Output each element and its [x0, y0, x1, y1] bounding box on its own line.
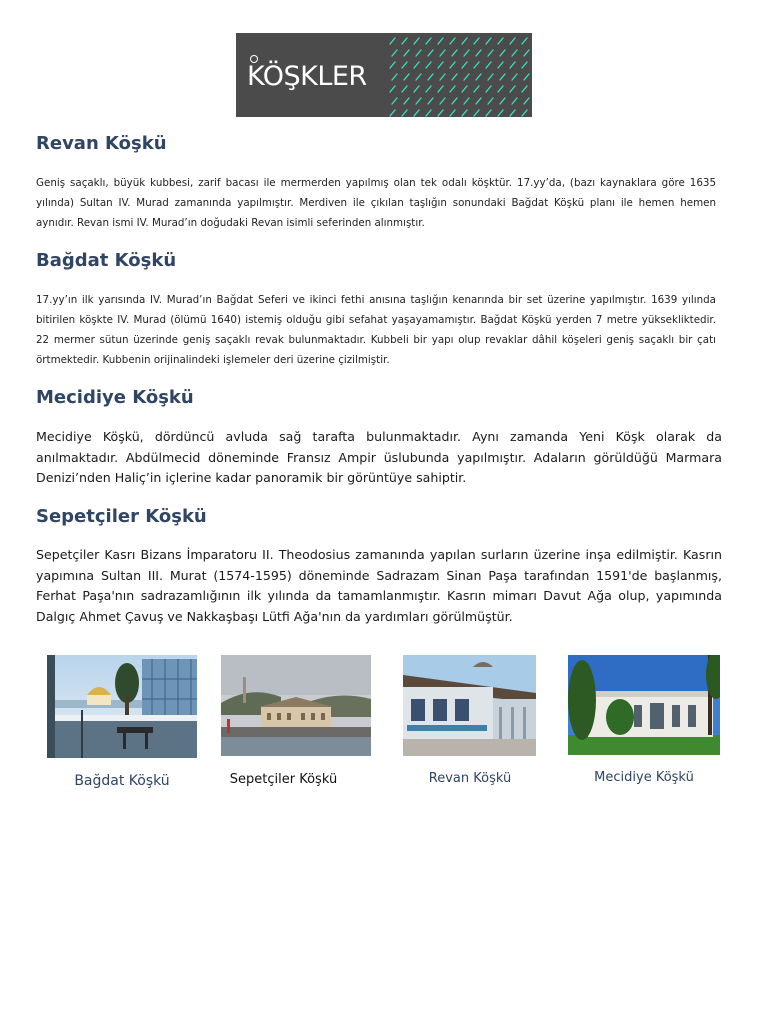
stripe-mark	[414, 86, 419, 92]
stripe-mark	[462, 38, 467, 44]
stripe-mark	[450, 62, 455, 68]
stripe-mark	[476, 74, 481, 80]
stripe-mark	[524, 98, 529, 104]
caption-mecidiye-kosku: Mecidiye Köşkü	[594, 770, 694, 785]
stripe-mark	[440, 74, 445, 80]
stripe-mark	[524, 50, 529, 56]
stripe-mark	[500, 98, 505, 104]
stripe-mark	[426, 86, 431, 92]
stripe-mark	[402, 38, 407, 44]
stripe-mark	[486, 38, 491, 44]
stripe-mark	[416, 74, 421, 80]
stripe-mark	[486, 110, 491, 116]
stripe-mark	[390, 62, 395, 68]
stripe-mark	[510, 38, 515, 44]
stripe-mark	[438, 38, 443, 44]
stripe-mark	[486, 86, 491, 92]
stripe-mark	[512, 50, 517, 56]
caption-sepetciler-kosku: Sepetçiler Köşkü	[229, 772, 338, 787]
stripe-mark	[462, 62, 467, 68]
stripe-mark	[462, 86, 467, 92]
stripe-mark	[462, 110, 467, 116]
stripe-mark	[404, 98, 409, 104]
stripe-mark	[414, 110, 419, 116]
stripe-mark	[428, 50, 433, 56]
heading-mecidiye: Mecidiye Köşkü	[36, 387, 194, 408]
stripe-mark	[392, 98, 397, 104]
stripe-mark	[500, 50, 505, 56]
stripe-mark	[392, 74, 397, 80]
photo-sepetciler-kosku	[221, 655, 371, 756]
stripe-mark	[512, 74, 517, 80]
stripe-mark	[488, 98, 493, 104]
banner-title: KÖŞKLER	[247, 61, 367, 92]
paragraph-sepetciler: Sepetçiler Kasrı Bizans İmparatoru II. Theodosius zamanında yapılan surların üzerine inşa edilmiştir. Kasrın yapımına Sultan III. Murat (1574-1595) döneminde Sadrazam Sinan Paşa tarafından 1591'de başlanmış, Ferhat Paşa'nın sadrazamlığının ilk yılında da tamamlanmıştır. Kasrın mimarı Davut Ağa olup, yapımında Dalgıç Ahmet Çavuş ve Nakkaşbaşı Lütfi Ağa'nın da yardımları görülmüştür.	[36, 547, 722, 624]
photo-bagdat-kosku	[47, 655, 197, 758]
stripe-mark	[510, 62, 515, 68]
stripe-mark	[498, 38, 503, 44]
diagonal-stripes-decoration	[386, 33, 532, 117]
stripe-mark	[450, 38, 455, 44]
stripe-mark	[414, 38, 419, 44]
stripe-mark	[414, 62, 419, 68]
stripe-mark	[524, 74, 529, 80]
stripe-mark	[522, 62, 527, 68]
heading-sepetciler: Sepetçiler Köşkü	[36, 506, 207, 527]
stripe-mark	[402, 86, 407, 92]
stripe-mark	[440, 50, 445, 56]
caption-bagdat-kosku: Bağdat Köşkü	[74, 773, 170, 789]
stripe-mark	[426, 110, 431, 116]
stripe-mark	[416, 98, 421, 104]
paragraph-mecidiye: Mecidiye Köşkü, dördüncü avluda sağ tarafta bulunmaktadır. Aynı zamanda Yeni Köşk olarak da anılmaktadır. Abdülmecid döneminde Fransız Ampir üslubunda yapılmıştır. Adaların görüldüğü Marmara Denizi’nden Haliç’in içlerine kadar panoramik bir görüntüye sahiptir.	[36, 429, 722, 485]
stripe-mark	[450, 110, 455, 116]
title-banner	[236, 33, 532, 117]
stripe-mark	[390, 86, 395, 92]
stripe-mark	[464, 50, 469, 56]
stripe-mark	[416, 50, 421, 56]
photo-mecidiye-kosku	[568, 655, 720, 755]
stripe-mark	[402, 110, 407, 116]
stripe-mark	[438, 62, 443, 68]
stripe-mark	[464, 74, 469, 80]
stripe-mark	[474, 38, 479, 44]
stripe-mark	[464, 98, 469, 104]
stripe-mark	[402, 62, 407, 68]
heading-bagdat: Bağdat Köşkü	[36, 250, 177, 271]
caption-revan-kosku: Revan Köşkü	[428, 771, 512, 786]
stripe-mark	[522, 86, 527, 92]
stripe-mark	[438, 86, 443, 92]
paragraph-bagdat: 17.yy’ın ilk yarısında IV. Murad’ın Bağdat Seferi ve ikinci fethi anısına taşlığın kenarında bir set üzerine yapılmıştır. 1639 yılında bitirilen köşkte IV. Murad (ölümü 1640) istemiş olduğu gibi sefahat yaşayamamıştır. Bağdat Köşkü yerden 7 metre yüksekliktedir. 22 mermer sütun üzerinde geniş saçaklı revak bulunmaktadır. Kubbeli bir yapı olup revaklar dâhil köşeleri geniş saçaklı bir çatı örtmektedir. Kubbenin orijinalindeki işlemeler deri üzerine çizilmiştir.	[36, 294, 716, 366]
stripe-mark	[498, 86, 503, 92]
stripe-mark	[390, 110, 395, 116]
stripe-mark	[486, 62, 491, 68]
stripe-mark	[474, 86, 479, 92]
stripe-mark	[488, 50, 493, 56]
stripe-mark	[404, 50, 409, 56]
stripe-mark	[474, 62, 479, 68]
stripe-mark	[428, 74, 433, 80]
stripe-mark	[404, 74, 409, 80]
stripe-mark	[438, 110, 443, 116]
stripe-mark	[498, 62, 503, 68]
stripe-mark	[522, 110, 527, 116]
stripe-mark	[452, 50, 457, 56]
stripe-mark	[510, 86, 515, 92]
stripe-mark	[476, 98, 481, 104]
stripe-mark	[512, 98, 517, 104]
stripe-mark	[476, 50, 481, 56]
stripe-mark	[488, 74, 493, 80]
heading-revan: Revan Köşkü	[36, 133, 167, 154]
stripe-mark	[452, 98, 457, 104]
stripe-mark	[440, 98, 445, 104]
stripe-mark	[428, 98, 433, 104]
stripe-mark	[500, 74, 505, 80]
stripe-mark	[392, 50, 397, 56]
stripe-mark	[474, 110, 479, 116]
stripe-mark	[452, 74, 457, 80]
stripe-mark	[498, 110, 503, 116]
photo-revan-kosku	[403, 655, 536, 756]
stripe-mark	[522, 38, 527, 44]
stripe-mark	[390, 38, 395, 44]
stripe-mark	[450, 86, 455, 92]
stripe-mark	[510, 110, 515, 116]
paragraph-revan: Geniş saçaklı, büyük kubbesi, zarif bacası ile mermerden yapılmış olan tek odalı köşktür. 17.yy’da, (bazı kaynaklara göre 1635 yılında) Sultan IV. Murad zamanında yapılmıştır. Merdiven ile çıkılan taşlığın sonundaki Bağdat Köşkü planı ile hemen hemen aynıdır. Revan ismi IV. Murad’ın doğudaki Revan isimli seferinden alınmıştır.	[36, 177, 716, 229]
stripe-mark	[426, 38, 431, 44]
stripe-mark	[426, 62, 431, 68]
